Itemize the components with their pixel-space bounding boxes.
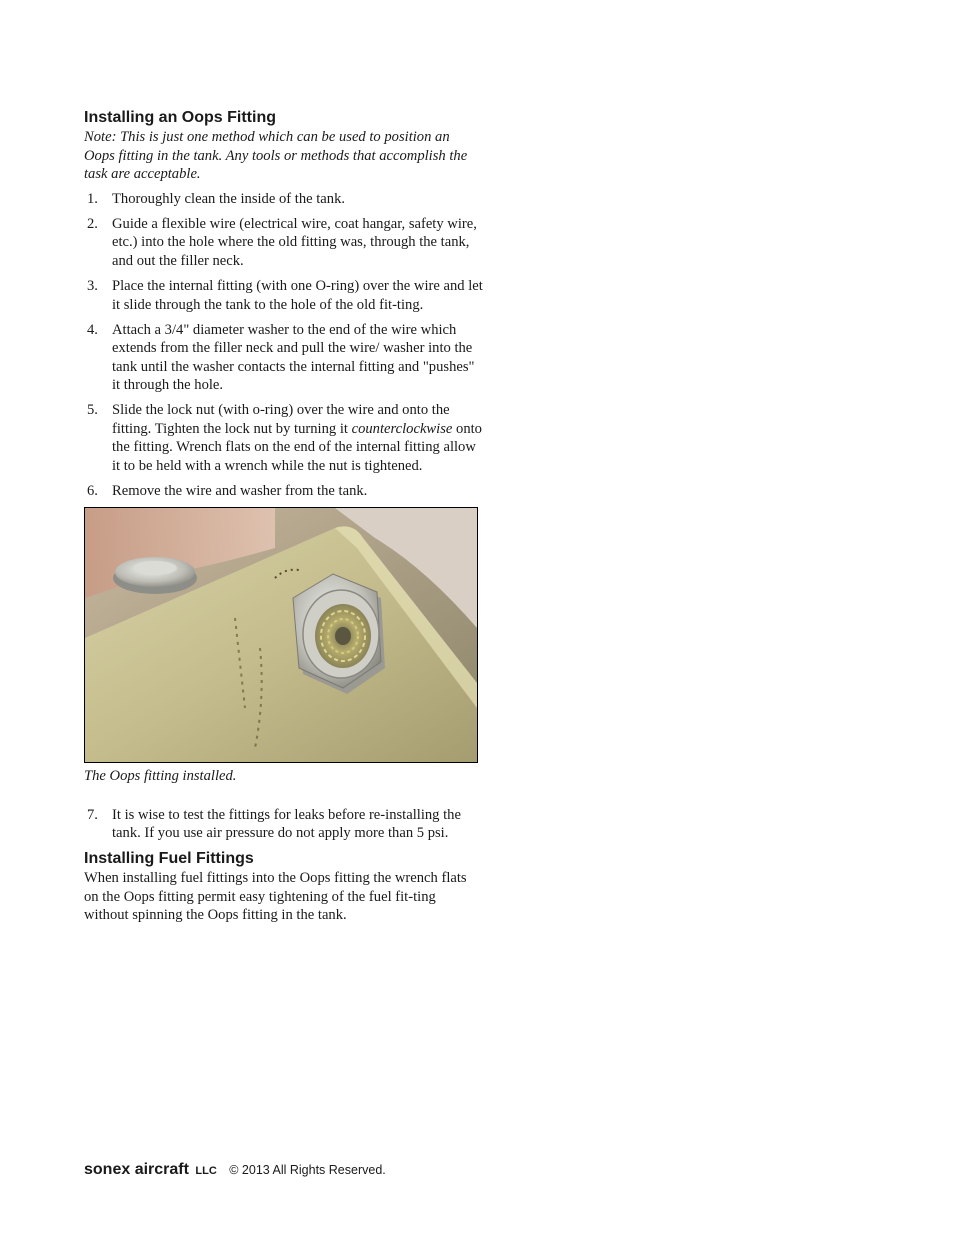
section-heading-fuel-fittings: Installing Fuel Fittings	[84, 850, 254, 868]
page-footer	[84, 1161, 386, 1179]
list-item-step-5: 5. Slide the lock nut (with o-ring) over the wire and onto the fitting. Tighten the lock nut by turning it counterclockwise onto the fitting. Wrench flats on the end of the internal fitting allow it to be held with a wrench while the nut is tightened.	[87, 402, 482, 475]
photo-illustration	[85, 508, 477, 762]
oops-fitting-photo	[84, 507, 478, 763]
note-text: Note: This is just one method which can be used to position an Oops fitting in the tank. Any tools or methods that accomplish the task are acceptable.	[84, 129, 468, 183]
footer-brand: sonex aircraft	[84, 1161, 189, 1178]
fuel-fittings-paragraph: When installing fuel fittings into the Oops fitting the wrench flats on the Oops fitting permit easy tightening of the fuel fit-ting without spinning the Oops fitting in the tank.	[84, 870, 467, 924]
footer-llc: LLC	[195, 1165, 217, 1177]
section-heading-oops-fitting: Installing an Oops Fitting	[84, 109, 276, 126]
list-item-step-7: 7. It is wise to test the fittings for leaks before re-installing the tank. If you use air pressure do not apply more than 5 psi.	[87, 806, 461, 842]
steps-list	[84, 190, 484, 501]
photo-caption: The Oops fitting installed.	[84, 768, 237, 785]
list-item-step-1: 1. Thoroughly clean the inside of the tank.	[87, 190, 346, 207]
list-item-step-6: 6. Remove the wire and washer from the tank.	[87, 483, 368, 500]
list-item-step-4: 4. Attach a 3/4" diameter washer to the end of the wire which extends from the filler neck and pull the wire/ washer into the tank until the washer contacts the internal fitting and "pushes" it through the hole.	[87, 321, 475, 394]
list-item-step-2: 2. Guide a flexible wire (electrical wire, coat hangar, safety wire, etc.) into the hole where the old fitting was, through the tank, and out the filler neck.	[87, 215, 477, 269]
steps-list-continued	[84, 806, 484, 843]
list-item-step-3: 3. Place the internal fitting (with one O-ring) over the wire and let it slide through the tank to the hole of the old fit-ting.	[87, 277, 483, 313]
content-column	[84, 108, 484, 925]
footer-copyright: © 2013 All Rights Reserved.	[229, 1163, 386, 1177]
